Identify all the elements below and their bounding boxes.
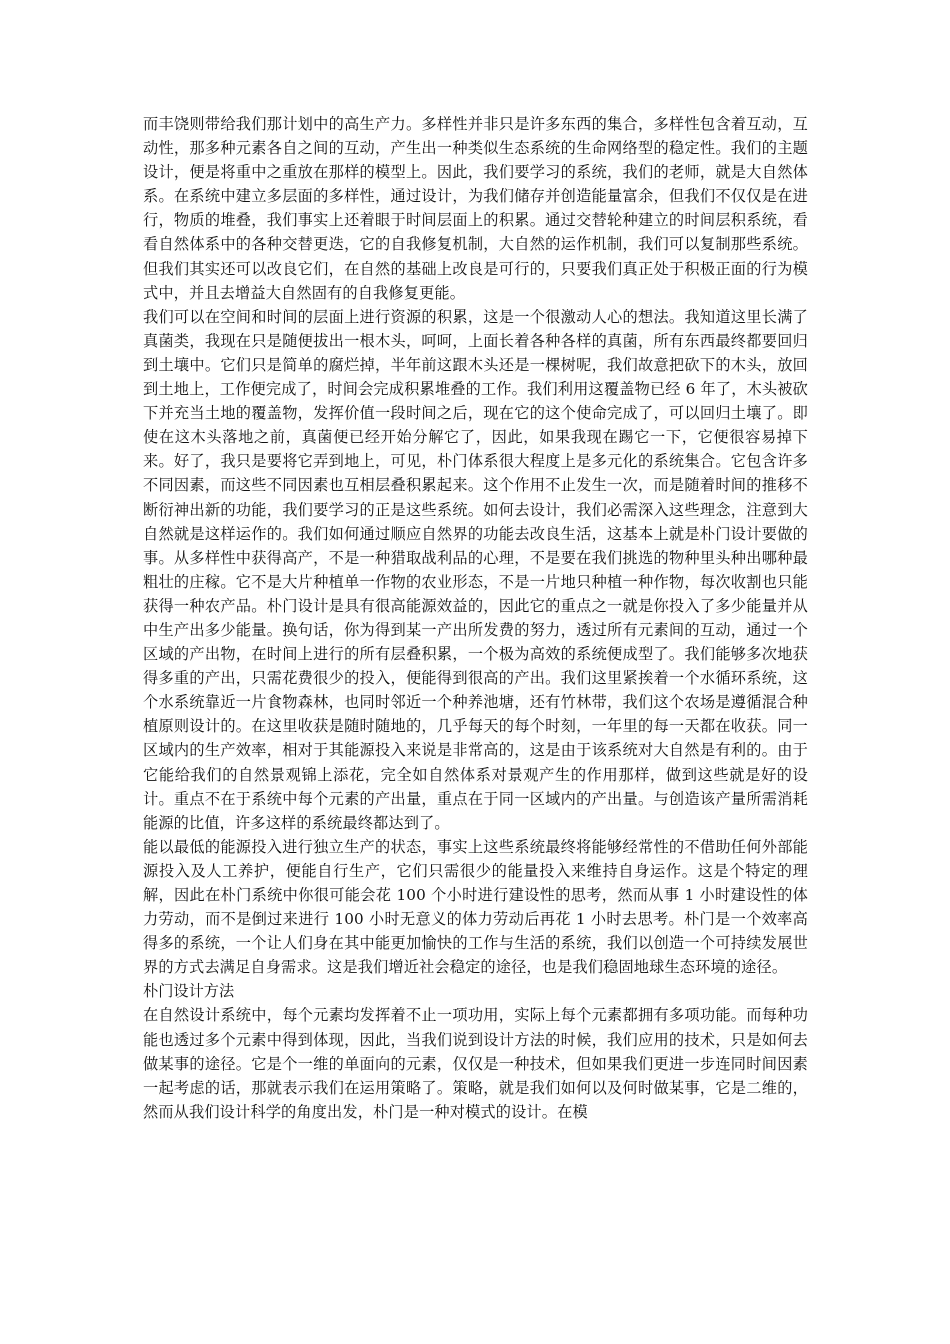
body-paragraph-1: 而丰饶则带给我们那计划中的高生产力。多样性并非只是许多东西的集合，多样性包含着互动，互动性，那多种元素各自之间的互动，产生出一种类似生态系统的生命网络型的稳定性。我们的主题设计，便是将重中之重放在那样的模型上。因此，我们要学习的系统，我们的老师，就是大自然体系。在系统中建立多层面的多样性，通过设计，为我们储存并创造能量富余，但我们不仅仅是在进行，物质的堆叠，我们事实上还着眼于时间层面上的积累。通过交替轮种建立的时间层积系统，看看自然体系中的各种交替更迭，它的自我修复机制，大自然的运作机制，我们可以复制那些系统。但我们其实还可以改良它们，在自然的基础上改良是可行的，只要我们真正处于积极正面的行为模式中，并且去增益大自然固有的自我修复更能。 bbox=[143, 115, 808, 302]
document-page bbox=[143, 112, 808, 1124]
section-heading: 朴门设计方法 bbox=[143, 982, 235, 1001]
body-paragraph-2: 我们可以在空间和时间的层面上进行资源的积累，这是一个很激动人心的想法。我知道这里长满了真菌类，我现在只是随便拔出一根木头，呵呵，上面长着各种各样的真菌，所有东西最终都要回归到土壤中。它们只是简单的腐烂掉，半年前这跟木头还是一棵树呢，我们故意把砍下的木头，放回到土地上，工作便完成了，时间会完成积累堆叠的工作。我们利用这覆盖物已经 6 年了，木头被砍下并充当土地的覆盖物，发挥价值一段时间之后，现在它的这个使命完成了，可以回归土壤了。即使在这木头落地之前，真菌便已经开始分解它了，因此，如果我现在踢它一下，它便很容易掉下来。好了，我只是要将它弄到地上，可见，朴门体系很大程度上是多元化的系统集合。它包含许多不同因素，而这些不同因素也互相层叠积累起来。这个作用不止发生一次，而是随着时间的推移不断衍神出新的功能，我们要学习的正是这些系统。如何去设计，我们必需深入这些理念，注意到大自然就是这样运作的。我们如何通过顺应自然界的功能去改良生活，这基本上就是朴门设计要做的事。从多样性中获得高产，不是一种猎取战利品的心理，不是要在我们挑选的物种里头种出哪种最粗壮的庄稼。它不是大片种植单一作物的农业形态，不是一片地只种植一种作物，每次收割也只能获得一种农产品。朴门设计是具有很高能源效益的，因此它的重点之一就是你投入了多少能量并从中生产出多少能量。换句话，你为得到某一产出所发费的努力，透过所有元素间的互动，通过一个区域的产出物，在时间上进行的所有层叠积累，一个极为高效的系统便成型了。我们能够多次地获得多重的产出，只需花费很少的投入，便能得到很高的产出。我们这里紧挨着一个水循环系统，这个水系统靠近一片食物森林，也同时邻近一个种养池塘，还有竹林带，我们这个农场是遵循混合种植原则设计的。在这里收获是随时随地的，几乎每天的每个时刻，一年里的每一天都在收获。同一区域内的生产效率，相对于其能源投入来说是非常高的，这是由于该系统对大自然是有利的。由于它能给我们的自然景观锦上添花，完全如自然体系对景观产生的作用那样，做到这些就是好的设计。重点不在于系统中每个元素的产出量，重点在于同一区域内的产出量。与创造该产量所需消耗能源的比值，许多这样的系统最终都达到了。 bbox=[143, 307, 808, 832]
body-paragraph-3: 能以最低的能源投入进行独立生产的状态，事实上这些系统最终将能够经常性的不借助任何外部能源投入及人工养护，便能自行生产，它们只需很少的能量投入来维持自身运作。这是个特定的理解，因此在朴门系统中你很可能会花 100 个小时进行建设性的思考，然而从事 1 小时建设性的体力劳动，而不是倒过来进行 100 小时无意义的体力劳动后再花 1 小时去思考。朴门是一个效率高得多的系统，一个让人们身在其中能更加愉快的工作与生活的系统，我们以创造一个可持续发展世界的方式去满足自身需求。这是我们增近社会稳定的途径，也是我们稳固地球生态环境的途径。 bbox=[143, 837, 808, 977]
section-paragraph: 在自然设计系统中，每个元素均发挥着不止一项功用，实际上每个元素都拥有多项功能。而每种功能也透过多个元素中得到体现，因此，当我们说到设计方法的时候，我们应用的技术，只是如何去做某事的途径。它是个一维的单面向的元素，仅仅是一种技术，但如果我们更进一步连同时间因素一起考虑的话，那就表示我们在运用策略了。策略，就是我们如何以及何时做某事，它是二维的，然而从我们设计科学的角度出发，朴门是一种对模式的设计。在模 bbox=[143, 1006, 808, 1121]
